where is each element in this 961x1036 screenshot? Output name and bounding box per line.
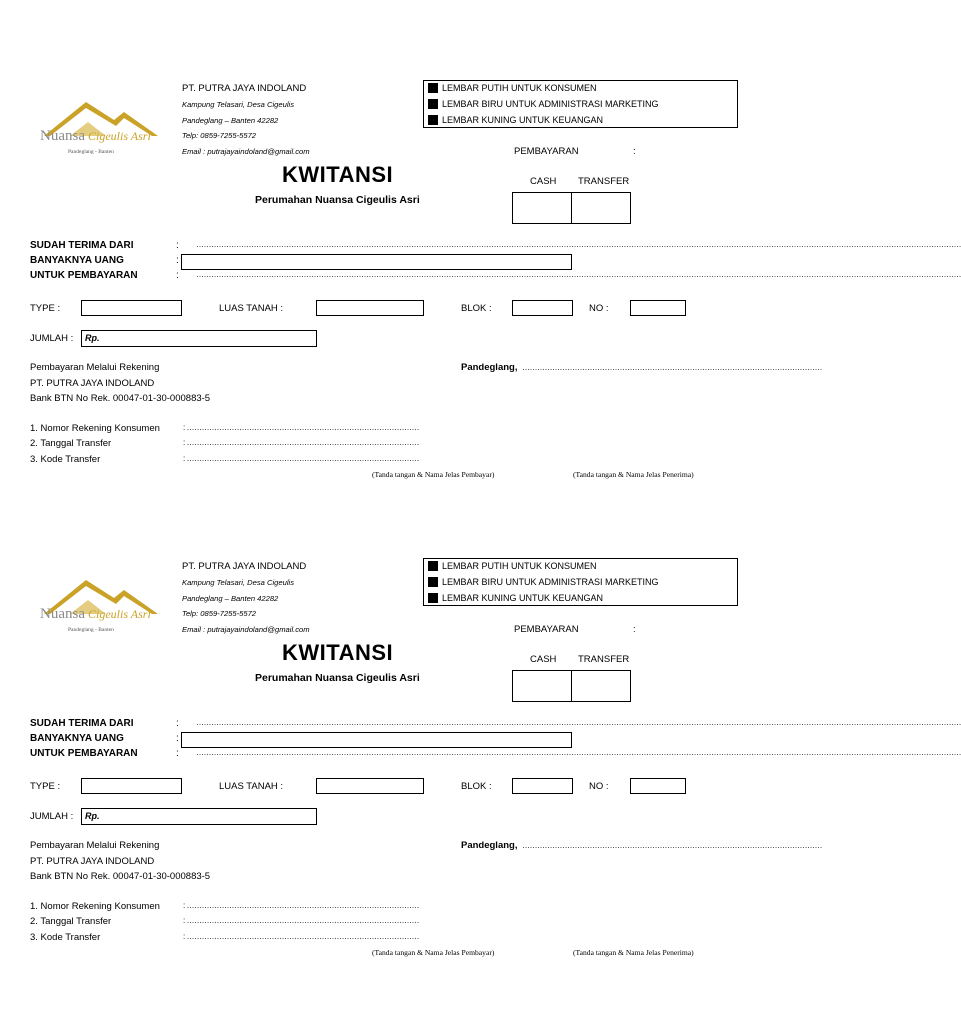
payment-colon: : — [633, 146, 636, 157]
block-field[interactable] — [512, 300, 573, 316]
total-field[interactable] — [81, 330, 317, 347]
transfer-detail-label: 3. Kode Transfer — [30, 454, 101, 465]
copy-item — [428, 99, 659, 109]
copy-item — [428, 577, 659, 587]
received-from-label: SUDAH TERIMA DARI — [30, 240, 134, 251]
place-label: Pandeglang, — [461, 362, 518, 373]
received-from-field[interactable]: ……………………………………………………………………………………………………………………………………………………………………………………………………………………………………………………………………………… — [196, 240, 961, 249]
field-colon: : — [176, 733, 179, 744]
company-logo — [36, 96, 166, 156]
land-area-field[interactable] — [316, 300, 424, 316]
transfer-detail-field[interactable]: : ………………………………………………………………………………… — [183, 932, 419, 941]
transfer-label: TRANSFER — [578, 654, 630, 665]
type-field[interactable] — [81, 778, 182, 794]
field-colon: : — [176, 270, 179, 281]
no-label: NO : — [589, 303, 609, 314]
field-colon: : — [176, 748, 179, 759]
logo-brand-bottom: Cigeulis Asri — [88, 607, 151, 621]
bank-line-1: Pembayaran Melalui Rekening — [30, 840, 160, 851]
company-email: Email : putrajayaindoland@gmail.com — [182, 147, 310, 156]
currency-label: Rp. — [85, 333, 100, 343]
transfer-detail-field[interactable]: : ………………………………………………………………………………… — [183, 423, 419, 432]
amount-words-label: BANYAKNYA UANG — [30, 733, 124, 744]
total-label: JUMLAH : — [30, 811, 74, 822]
transfer-detail-label: 1. Nomor Rekening Konsumen — [30, 901, 160, 912]
date-field[interactable]: ………………………………………………………………………………………………………… — [522, 363, 822, 372]
block-label: BLOK : — [461, 781, 492, 792]
document-title: KWITANSI — [282, 640, 394, 665]
logo-tagline: Pandeglang - Banten — [68, 627, 114, 633]
received-from-field[interactable]: ……………………………………………………………………………………………………………………………………………………………………………………………………………………………………………………………………………… — [196, 718, 961, 727]
document-title: KWITANSI — [282, 162, 394, 187]
transfer-detail-field[interactable]: : ………………………………………………………………………………… — [183, 454, 419, 463]
company-phone: Telp: 0859-7255-5572 — [182, 131, 257, 140]
type-label: TYPE : — [30, 781, 61, 792]
no-field[interactable] — [630, 300, 686, 316]
bank-line-2: PT. PUTRA JAYA INDOLAND — [30, 856, 155, 867]
type-label: TYPE : — [30, 303, 61, 314]
company-logo — [36, 574, 166, 634]
copy-distribution-box — [423, 80, 738, 128]
payment-colon: : — [633, 624, 636, 635]
receipt — [0, 80, 961, 558]
total-field[interactable] — [81, 808, 317, 825]
for-payment-field[interactable]: ……………………………………………………………………………………………………………………………………………………………………………………………………………………………………………………………………………… — [196, 270, 961, 279]
company-city: Pandeglang – Banten 42282 — [182, 594, 279, 603]
copy-item — [428, 561, 597, 571]
transfer-checkbox[interactable] — [571, 192, 631, 224]
square-bullet-icon — [428, 561, 438, 571]
block-label: BLOK : — [461, 303, 492, 314]
land-area-label: LUAS TANAH : — [219, 781, 284, 792]
company-email: Email : putrajayaindoland@gmail.com — [182, 625, 310, 634]
copy-item — [428, 115, 603, 125]
bank-line-3: Bank BTN No Rek. 00047-01-30-000883-5 — [30, 871, 211, 882]
logo-brand-top: Nuansa — [40, 606, 85, 622]
amount-words-field[interactable] — [181, 254, 572, 270]
copy-label: LEMBAR BIRU UNTUK ADMINISTRASI MARKETING — [442, 99, 659, 109]
cash-checkbox[interactable] — [512, 670, 572, 702]
cash-label: CASH — [530, 176, 557, 187]
place-label: Pandeglang, — [461, 840, 518, 851]
copy-item — [428, 593, 603, 603]
transfer-detail-field[interactable]: : ………………………………………………………………………………… — [183, 901, 419, 910]
square-bullet-icon — [428, 593, 438, 603]
for-payment-label: UNTUK PEMBAYARAN — [30, 270, 138, 281]
received-from-label: SUDAH TERIMA DARI — [30, 718, 134, 729]
copy-label: LEMBAR KUNING UNTUK KEUANGAN — [442, 593, 604, 603]
no-label: NO : — [589, 781, 609, 792]
field-colon: : — [176, 240, 179, 251]
currency-label: Rp. — [85, 811, 100, 821]
company-name: PT. PUTRA JAYA INDOLAND — [182, 83, 307, 94]
company-name: PT. PUTRA JAYA INDOLAND — [182, 561, 307, 572]
company-city: Pandeglang – Banten 42282 — [182, 116, 279, 125]
cash-checkbox[interactable] — [512, 192, 572, 224]
land-area-label: LUAS TANAH : — [219, 303, 284, 314]
for-payment-label: UNTUK PEMBAYARAN — [30, 748, 138, 759]
company-address: Kampung Telasari, Desa Cigeulis — [182, 578, 294, 587]
logo-brand-bottom: Cigeulis Asri — [88, 129, 151, 143]
no-field[interactable] — [630, 778, 686, 794]
company-address: Kampung Telasari, Desa Cigeulis — [182, 100, 294, 109]
transfer-detail-label: 3. Kode Transfer — [30, 932, 101, 943]
transfer-detail-field[interactable]: : ………………………………………………………………………………… — [183, 438, 419, 447]
transfer-label: TRANSFER — [578, 176, 630, 187]
field-colon: : — [176, 255, 179, 266]
logo-brand-top: Nuansa — [40, 128, 85, 144]
receiver-signature-label: (Tanda tangan & Nama Jelas Penerima) — [573, 948, 694, 957]
document-subtitle: Perumahan Nuansa Cigeulis Asri — [255, 672, 420, 684]
bank-line-3: Bank BTN No Rek. 00047-01-30-000883-5 — [30, 393, 211, 404]
payer-signature-label: (Tanda tangan & Nama Jelas Pembayar) — [372, 470, 495, 479]
amount-words-field[interactable] — [181, 732, 572, 748]
square-bullet-icon — [428, 577, 438, 587]
logo-tagline: Pandeglang - Banten — [68, 149, 114, 155]
land-area-field[interactable] — [316, 778, 424, 794]
payer-signature-label: (Tanda tangan & Nama Jelas Pembayar) — [372, 948, 495, 957]
transfer-detail-label: 2. Tanggal Transfer — [30, 916, 112, 927]
total-label: JUMLAH : — [30, 333, 74, 344]
copy-label: LEMBAR KUNING UNTUK KEUANGAN — [442, 115, 604, 125]
payment-label: PEMBAYARAN — [514, 624, 579, 635]
copy-label: LEMBAR PUTIH UNTUK KONSUMEN — [442, 561, 597, 571]
transfer-checkbox[interactable] — [571, 670, 631, 702]
copy-label: LEMBAR BIRU UNTUK ADMINISTRASI MARKETING — [442, 577, 659, 587]
amount-words-label: BANYAKNYA UANG — [30, 255, 124, 266]
date-field[interactable]: ………………………………………………………………………………………………………… — [522, 841, 822, 850]
bank-line-1: Pembayaran Melalui Rekening — [30, 362, 160, 373]
copy-distribution-box — [423, 558, 738, 606]
payment-label: PEMBAYARAN — [514, 146, 579, 157]
company-phone: Telp: 0859-7255-5572 — [182, 609, 257, 618]
square-bullet-icon — [428, 115, 438, 125]
transfer-detail-field[interactable]: : ………………………………………………………………………………… — [183, 916, 419, 925]
bank-line-2: PT. PUTRA JAYA INDOLAND — [30, 378, 155, 389]
transfer-detail-label: 1. Nomor Rekening Konsumen — [30, 423, 160, 434]
copy-item — [428, 83, 597, 93]
document-subtitle: Perumahan Nuansa Cigeulis Asri — [255, 194, 420, 206]
transfer-detail-label: 2. Tanggal Transfer — [30, 438, 112, 449]
square-bullet-icon — [428, 99, 438, 109]
for-payment-field[interactable]: ……………………………………………………………………………………………………………………………………………………………………………………………………………………………………………………………………………… — [196, 748, 961, 757]
square-bullet-icon — [428, 83, 438, 93]
receipt — [0, 558, 961, 1036]
copy-label: LEMBAR PUTIH UNTUK KONSUMEN — [442, 83, 597, 93]
cash-label: CASH — [530, 654, 557, 665]
type-field[interactable] — [81, 300, 182, 316]
receiver-signature-label: (Tanda tangan & Nama Jelas Penerima) — [573, 470, 694, 479]
field-colon: : — [176, 718, 179, 729]
block-field[interactable] — [512, 778, 573, 794]
